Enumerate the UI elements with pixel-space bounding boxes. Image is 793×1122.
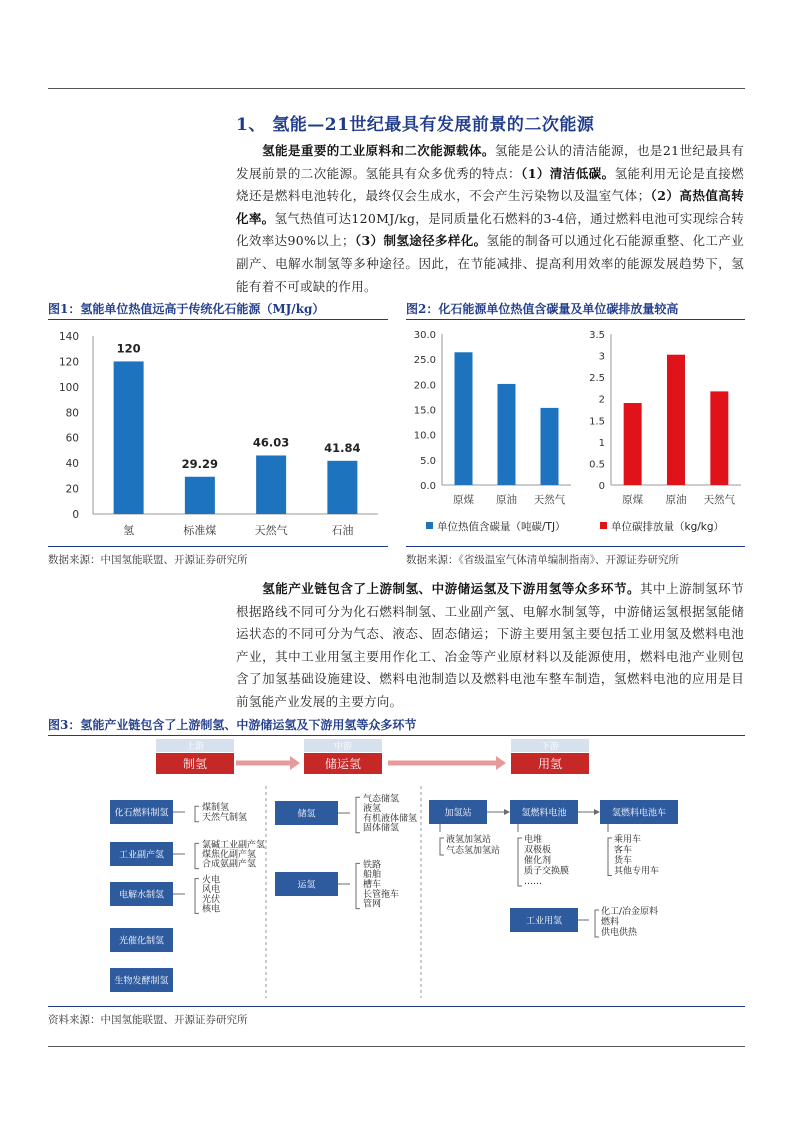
y-tick-label: 40 — [65, 458, 79, 471]
bar-value-label: 41.84 — [324, 440, 361, 455]
intro-bold-3: （3）制氢途径多样化。 — [354, 233, 487, 249]
bracket — [195, 806, 199, 822]
y-tick-label: 2.5 — [589, 373, 605, 385]
y-tick-label: 20 — [65, 483, 79, 496]
node-item: 液氢 — [363, 804, 382, 815]
section-title: 1、 氢能—21世纪最具有发展前景的二次能源 — [236, 115, 595, 135]
connector-arrowhead — [594, 809, 600, 815]
node-item: 火电 — [202, 875, 221, 886]
fig3-source: 资料来源：中国氢能联盟、开源证券研究所 — [48, 1014, 248, 1026]
node-item: 货车 — [614, 856, 633, 866]
node-item: 风电 — [202, 885, 221, 896]
intro-text-2: 氢能利用无论是直接燃烧还是燃料电池转化，最终仅会生成水，不会产生污染物以及温室气体； — [236, 165, 744, 204]
node-item: 固体储氢 — [363, 823, 400, 834]
flow-arrow-head — [496, 756, 506, 770]
node-item: 客车 — [614, 845, 633, 856]
node-item: 电堆 — [524, 835, 543, 845]
node-item: 质子交换膜 — [524, 866, 570, 877]
bracket — [518, 838, 522, 886]
flow-arrow-head — [290, 756, 300, 770]
stage-name: 制氢 — [182, 757, 208, 771]
y-tick-label: 140 — [58, 331, 79, 343]
fig3-title: 图3：氢能产业链包含了上游制氢、中游储运氢及下游用氢等众多环节 — [48, 718, 417, 732]
bar — [541, 408, 559, 485]
stage-tag: 中游 — [333, 742, 353, 752]
node-label: 生物发酵制氢 — [114, 976, 169, 987]
y-tick-label: 10.0 — [413, 430, 436, 442]
y-tick-label: 100 — [58, 381, 79, 394]
node-item: 化工/冶金原料 — [601, 907, 659, 917]
x-category-label: 原油 — [665, 494, 687, 506]
bracket — [195, 843, 199, 868]
fig1-chart — [48, 322, 390, 546]
intro-bold-1: （1）清洁低碳。 — [521, 165, 615, 181]
node-item: 氯碱工业副产氢 — [202, 840, 266, 851]
node-item: 燃料 — [601, 917, 620, 928]
bar — [114, 361, 144, 514]
y-tick-label: 5.0 — [420, 455, 436, 467]
x-category-label: 天然气 — [254, 524, 288, 537]
fig2-title: 图2：化石能源单位热值含碳量及单位碳排放量较高 — [406, 302, 679, 316]
node-item: 合成氨副产氢 — [202, 859, 257, 870]
node-item: 天然气制氢 — [202, 812, 248, 823]
node-label: 电解水制氢 — [118, 890, 165, 901]
fig2-bottom-rule — [406, 546, 745, 547]
x-category-label: 石油 — [331, 524, 354, 537]
y-tick-label: 2 — [598, 394, 605, 406]
stage-tag: 下游 — [540, 742, 560, 752]
intro-text-4: 氢能的制备可以通过化石能源重整、化工产业副产、电解水制氢等多种途径。因此，在节能减排、提高利用效率的能源发展趋势下，氢能有着不可或缺的作用。 — [236, 233, 744, 294]
bar-value-label: 46.03 — [252, 435, 290, 450]
bar — [256, 455, 286, 514]
y-tick-label: 80 — [65, 407, 79, 420]
legend-label: 单位热值含碳量（吨碳/TJ） — [437, 521, 566, 533]
y-tick-label: 0.5 — [589, 459, 605, 471]
node-item: 气态氢加氢站 — [446, 846, 501, 856]
node-item: 气态储氢 — [363, 794, 400, 805]
node-item: 铁路 — [363, 860, 382, 871]
node-item: 双极板 — [524, 845, 552, 856]
y-tick-label: 3 — [598, 351, 605, 363]
bar-value-label: 120 — [116, 341, 141, 356]
node-label: 氢燃料电池车 — [611, 808, 667, 819]
node-item: 核电 — [202, 904, 221, 915]
node-item: 乘用车 — [614, 835, 642, 845]
header-rule — [48, 88, 745, 89]
bracket — [195, 879, 199, 914]
fig2-chart — [406, 322, 746, 546]
y-tick-label: 1 — [598, 437, 605, 449]
node-item: 长管拖车 — [363, 889, 400, 900]
fig3-bottom-rule — [48, 1006, 745, 1007]
y-tick-label: 0.0 — [420, 481, 436, 492]
node-item: 煤制氢 — [202, 803, 230, 814]
x-category-label: 天然气 — [703, 494, 736, 506]
intro-text-1: 氢能是公认的清洁能源，也是21世纪最具有发展前景的二次能源。氢能具有众多优秀的特点： — [236, 143, 744, 181]
x-category-label: 原煤 — [453, 494, 474, 506]
node-label: 储氢 — [297, 809, 316, 820]
legend-swatch — [426, 522, 433, 529]
chain-lead: 氢能产业链包含了上游制氢、中游储运氢及下游用氢等众多环节。 — [262, 581, 641, 596]
x-category-label: 原煤 — [622, 494, 644, 506]
fig3-diagram — [48, 736, 745, 1006]
y-tick-label: 0 — [598, 481, 605, 492]
chain-text: 其中上游制氢环节根据路线不同可分为化石燃料制氢、工业副产氢、电解水制氢等，中游储运氢根据氢能储运状态的不同可分为气态、液态、固态储运；下游主要用氢主要包括工业用氢及燃料电池产业，其中工业用氢主要用作化工、冶金等产业原材料以及能源使用，燃料电池产业则包含了加氢基础设施建设、燃料电池制造以及燃料电池车整车制造，氢燃料电池的应用是目前氢能产业发展的主要方向。 — [236, 581, 745, 709]
node-label: 工业副产氢 — [118, 850, 165, 861]
y-tick-label: 1.5 — [589, 416, 605, 428]
y-tick-label: 120 — [58, 356, 79, 369]
node-item: 有机液体储氢 — [363, 813, 418, 824]
y-tick-label: 30.0 — [413, 330, 436, 341]
legend-swatch — [600, 522, 607, 529]
fig1-title: 图1：氢能单位热值远高于传统化石能源（MJ/kg） — [48, 302, 325, 316]
bar — [455, 352, 473, 485]
fig1-rule — [48, 319, 388, 320]
x-category-label: 天然气 — [533, 494, 566, 506]
node-item: 催化剂 — [524, 856, 552, 866]
fig2-rule — [406, 319, 745, 320]
bar — [710, 391, 728, 485]
node-label: 工业用氢 — [525, 916, 563, 927]
node-item: 光伏 — [202, 894, 221, 905]
node-item: 管网 — [363, 899, 382, 910]
node-item: 其他专用车 — [614, 866, 660, 877]
node-label: 加氢站 — [444, 808, 472, 819]
intro-lead: 氢能是重要的工业原料和二次能源载体。 — [262, 143, 495, 158]
bar — [327, 461, 357, 514]
bar — [667, 355, 685, 485]
intro-paragraph — [236, 140, 744, 298]
bar — [624, 403, 642, 485]
x-category-label: 原油 — [496, 494, 517, 506]
bracket — [608, 838, 612, 876]
bar-value-label: 29.29 — [181, 456, 219, 471]
bracket — [356, 797, 360, 832]
node-item: 液氢加氢站 — [446, 835, 492, 845]
fig1-source: 数据来源：中国氢能联盟、开源证券研究所 — [48, 554, 248, 566]
intro-text-3: 氢气热值可达120MJ/kg，是同质量化石燃料的3-4倍，通过燃料电池可实现综合转化效率达90%以上； — [236, 210, 744, 249]
fig1-bottom-rule — [48, 546, 388, 547]
stage-name: 用氢 — [537, 757, 563, 771]
bracket — [356, 863, 360, 908]
y-tick-label: 25.0 — [413, 355, 436, 367]
bracket — [595, 910, 599, 937]
node-item: 煤焦化副产氢 — [202, 850, 257, 860]
y-tick-label: 0 — [72, 509, 79, 521]
node-label: 氢燃料电池 — [521, 808, 567, 819]
node-label: 化石燃料制氢 — [114, 808, 169, 819]
bar — [185, 477, 215, 514]
y-tick-label: 15.0 — [413, 405, 436, 417]
x-category-label: 氢 — [123, 524, 135, 537]
y-tick-label: 60 — [65, 432, 79, 445]
stage-tag: 上游 — [185, 742, 205, 752]
node-label: 光催化制氢 — [118, 936, 165, 947]
node-item: …… — [524, 877, 542, 887]
fig2-source: 数据来源：《省级温室气体清单编制指南》、开源证券研究所 — [406, 554, 679, 566]
node-item: 槽车 — [363, 880, 382, 890]
bar — [498, 384, 516, 485]
stage-name: 储运氢 — [324, 757, 362, 771]
legend-label: 单位碳排放量（kg/kg） — [611, 521, 725, 533]
y-tick-label: 20.0 — [413, 380, 436, 392]
connector-arrowhead — [504, 809, 510, 815]
intro-bold-2: （2）高热值高转化率。 — [236, 188, 744, 226]
node-item: 供电供热 — [601, 928, 638, 938]
node-label: 运氢 — [297, 880, 316, 891]
chain-paragraph — [236, 578, 744, 714]
y-tick-label: 3.5 — [589, 330, 605, 341]
footer-rule — [48, 1046, 745, 1047]
bracket — [440, 838, 444, 855]
node-item: 船舶 — [363, 870, 382, 881]
x-category-label: 标准煤 — [183, 524, 217, 537]
